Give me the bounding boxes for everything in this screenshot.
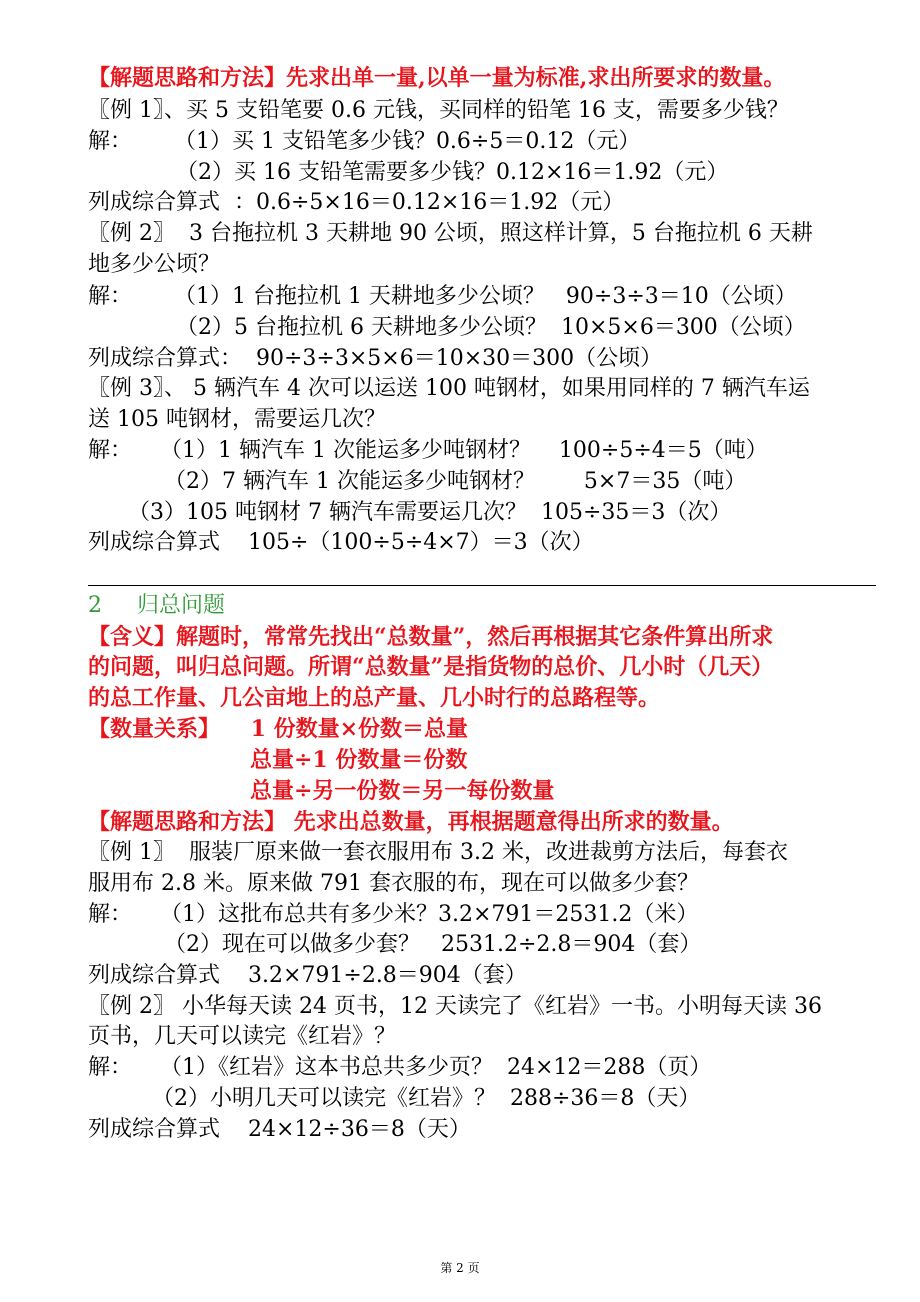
example-1-combined-formula: 列成综合算式 ：0.6÷5×16＝0.12×16＝1.92（元） xyxy=(88,190,625,215)
s2-example-1-question-line-1: 〖例 1〗 服装厂原来做一套衣服用布 3.2 米，改进裁剪方法后，每套衣 xyxy=(88,840,788,865)
s2-example-1-question-line-2: 服用布 2.8 米。原来做 791 套衣服的布，现在可以做多少套？ xyxy=(88,871,699,896)
quantity-relation-3: 总量÷另一份数＝另一每份数量 xyxy=(250,778,555,804)
example-1-step-1: 解： （1）买 1 支铅笔多少钱？0.6÷5＝0.12（元） xyxy=(88,129,641,154)
s2-example-2-question-line-1: 〖例 2〗 小华每天读 24 页书，12 天读完了《红岩》一书。小明每天读 36 xyxy=(88,994,822,1019)
quantity-relation-2: 总量÷1 份数量＝份数 xyxy=(250,747,468,773)
s2-example-2-step-2: （2）小明几天可以读完《红岩》？ 288÷36＝8（天） xyxy=(152,1086,701,1111)
example-3-combined-formula: 列成综合算式 105÷（100÷5÷4×7）＝3（次） xyxy=(88,530,594,555)
example-3-question-line-1: 〖例 3〗、 5 辆汽车 4 次可以运送 100 吨钢材，如果用同样的 7 辆汽车运 xyxy=(88,376,810,401)
example-2-combined-formula: 列成综合算式： 90÷3÷3×5×6＝10×30＝300（公顷） xyxy=(88,346,663,371)
example-3-step-1: 解： （1）1 辆汽车 1 次能运多少吨钢材？ 100÷5÷4＝5（吨） xyxy=(88,438,768,463)
example-3-step-3: （3）105 吨钢材 7 辆汽车需要运几次？ 105÷35＝3（次） xyxy=(128,500,732,525)
example-2-step-2: （2）5 台拖拉机 6 天耕地多少公顷？ 10×5×6＝300（公顷） xyxy=(176,315,806,340)
page-number: 第 2 页 xyxy=(440,1261,480,1275)
example-2-step-1: 解： （1）1 台拖拉机 1 天耕地多少公顷？ 90÷3÷3＝10（公顷） xyxy=(88,284,797,309)
s2-example-1-step-1: 解： （1）这批布总共有多少米？3.2×791＝2531.2（米） xyxy=(88,902,699,927)
s2-example-2-combined-formula: 列成综合算式 24×12÷36＝8（天） xyxy=(88,1117,471,1142)
method-line-2: 【解题思路和方法】 先求出总数量，再根据题意得出所求的数量。 xyxy=(88,809,734,835)
meaning-line-1: 【含义】解题时，常常先找出“总数量”，然后再根据其它条件算出所求 xyxy=(88,624,774,650)
section-heading: 2 归总问题 xyxy=(88,593,225,618)
example-2-question-line-1: 〖例 2〗 3 台拖拉机 3 天耕地 90 公顷，照这样计算，5 台拖拉机 6 天耕 xyxy=(88,221,813,246)
example-1-question: 〖例 1〗、买 5 支铅笔要 0.6 元钱，买同样的铅笔 16 支，需要多少钱？ xyxy=(88,98,789,123)
section-divider xyxy=(88,585,876,586)
method-line: 【解题思路和方法】先求出单一量,以单一量为标准,求出所要求的数量。 xyxy=(88,65,786,91)
example-3-question-line-2: 送 105 吨钢材，需要运几次？ xyxy=(88,407,386,432)
s2-example-1-combined-formula: 列成综合算式 3.2×791÷2.8＝904（套） xyxy=(88,963,527,988)
quantity-relation-1: 【数量关系】 1 份数量×份数＝总量 xyxy=(88,716,469,742)
meaning-line-2: 的问题，叫归总问题。所谓“总数量”是指货物的总价、几小时（几天） xyxy=(88,654,774,680)
meaning-line-3: 的总工作量、几公亩地上的总产量、几小时行的总路程等。 xyxy=(88,685,661,711)
example-1-step-2: （2）买 16 支铅笔需要多少钱？0.12×16＝1.92（元） xyxy=(176,160,729,185)
example-2-question-line-2: 地多少公顷？ xyxy=(88,252,221,277)
s2-example-2-question-line-2: 页书，几天可以读完《红岩》？ xyxy=(88,1024,397,1049)
example-3-step-2: （2）7 辆汽车 1 次能运多少吨钢材？ 5×7＝35（吨） xyxy=(164,469,747,494)
s2-example-1-step-2: （2）现在可以做多少套？ 2531.2÷2.8＝904（套） xyxy=(164,932,702,957)
s2-example-2-step-1: 解： （1）《红岩》这本书总共多少页？ 24×12＝288（页） xyxy=(88,1055,712,1080)
